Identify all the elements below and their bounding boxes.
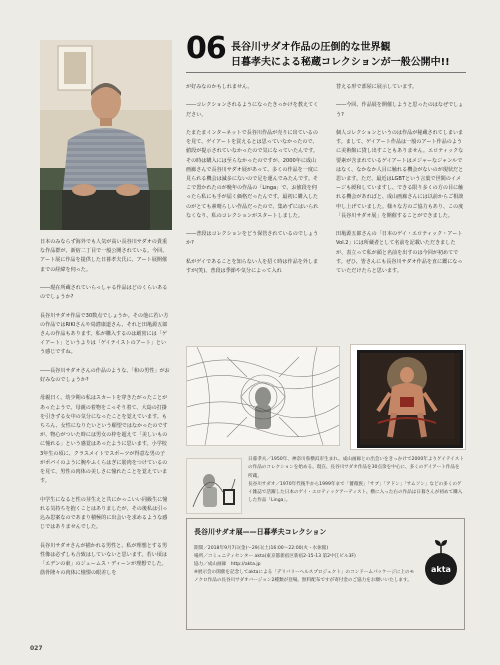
section-number: 06 xyxy=(186,31,226,66)
portrait-photo xyxy=(40,40,172,230)
intro-paragraph: 日本のみならず海外でも人気が高い長谷川サダオの貴重な作品群が、新宿二丁目で一般公開されている。今回、アート展に作品を提供した日暮孝夫氏に、アート展開催までの経緯を伺った。 xyxy=(40,239,168,273)
akta-logo: akta xyxy=(425,553,457,585)
question-paragraph: ――普段はコレクションをどう保管されているのでしょうか? xyxy=(186,231,319,247)
caption-profile-hasegawa: 長谷川サダオ／1970年代後半から1999年まで「薔薇族」「サブ」「アドン」「サムソン」などの多くのゲイ雑誌で活躍した日本のゲイ・エロティックアーティスト。横に入った右の作品は日暮さんが初めて購入した作品「Linga」。 xyxy=(248,481,463,504)
right-text-column xyxy=(336,83,464,285)
painting-frame xyxy=(357,350,463,448)
framed-painting-image xyxy=(350,344,466,450)
answer-paragraph: 替える形で部屋に展示しています。 xyxy=(336,84,418,90)
answer-paragraph: 母親曰く、幼少期の私はスカートを穿きたがったことがあったようで、母親の着物をこっそり着て、大島の打掛を引きずる女中の気分になったことを覚えています。もちろん、女性になりたいという願望ではなかったのですが、物心がついた時には男女の枠を超えて「美しいものに憧れる」という感覚はあったように思います。小学校3年生の頃に、クラスメイトでスポーツが得意な男の子がポパイのように腕やふくらはぎに筋肉をつけているのを見て、男性の肉体の美しさに憧れたことを覚えています。 xyxy=(40,395,168,485)
answer-paragraph: 長谷川サダオ作品で30数点でしょうか。その他に若い方の作品ではRIKIさんや鳥潜康道さん、それと田亀源五郎さんの作品もあります。私が購入するのは厳密には「ゲイアート」というよりは「ゲイテイストのアート」という感じですね。 xyxy=(40,312,169,356)
answer-paragraph: 田亀源五郎さんの「日本のゲイ・エロティック・アート Vol.2」には所蔵者として名前を記載いただきましたが、表立って私が顔と名前を出すのは今回が初めてです。ぜひ、皆さんにも長谷川サダオ作品を直に鑑になっていただけたらと思います。 xyxy=(336,231,463,275)
monochrome-artwork-image xyxy=(186,346,340,446)
answer-paragraph: 長谷川サダオさんが描かれる男性と、私が理想とする男性像は必ずしも合致はしていないと思います。若い頃は「エデンの東」のジェームス・ディーンが理想でした。筋骨隆々の肉体に憧憬の眼差しを xyxy=(40,542,168,577)
exhibition-title: 長谷川サダオ展——日暮孝夫コレクション xyxy=(194,528,327,536)
section-title: 長谷川サダオ作品の圧倒的な世界観 xyxy=(231,42,391,53)
question-paragraph: ――今回、作品展を開催しようと思ったのはなぜでしょう? xyxy=(336,102,464,118)
answer-paragraph: が好みなのかもしれません。 xyxy=(186,84,253,90)
exhibition-note: ※展示会の開催を記念してaktaによる「デリバリーヘルスプロジェクト」のコンドームパッケージに上のモノクロ作品の長谷川サダオバージョン2種類が登場。無料配布ですが寄付金のご協力をお願いいたします。 xyxy=(194,569,415,583)
section-subtitle: 日暮孝夫による秘蔵コレクションが一般公開中!! xyxy=(231,57,450,68)
answer-paragraph: 私がゲイであることを知らない人を招く時は作品を外しますが(笑)、普段は季節や気分によって入れ xyxy=(186,258,319,274)
question-paragraph: ――長谷川サダオさんの作品のような、「和の男性」がお好みなのでしょうか? xyxy=(40,367,170,383)
question-paragraph: ――現在所蔵されていらっしゃる作品はどのくらいあるのでしょうか? xyxy=(40,285,168,301)
sprout-icon xyxy=(434,538,448,554)
question-paragraph: ――コレクションされるようになったきっかけを教えてください。 xyxy=(186,102,319,118)
exhibition-period: 期間／2018年9月7日(金)～29日(土)16:00～22:00(火・水休館) xyxy=(194,546,329,551)
answer-paragraph: 中学生になると性の芽生えと共にかっこいい同級生に憧れる気持ちを抱くことはありましたが、その後私は引っ込み思案なのであまり積極的に出会いを求めるような感じではありませんでした。 xyxy=(40,496,168,531)
caption-profile-hagure: 日暮孝夫／1950年、神奈川県横浜市生まれ。成山画廊との出会いをきっかけで2000年よりゲイテイストの作品のコレクションを始める。現在、長谷川サダオ作品を30点余を中心に、多くのゲイアート作品を所蔵。 xyxy=(248,457,464,479)
page-number: 027 xyxy=(30,645,43,652)
exhibition-cooperation: 協力／成山画廊 http://akta.jp xyxy=(194,561,261,567)
artwork-thumbnail xyxy=(186,458,242,514)
exhibition-venue: 場所／コミュニティセンター akta(東京都新宿区新宿2-15-13 第2中江ビル3F) xyxy=(194,553,356,559)
answer-paragraph: 個人コレクションというのは作品が秘蔵されてしまいます。まして、ゲイアート作品は一般のアート作品のように美術館に貸し出すこともありません。エロティックな要素が含まれているゲイアートはメジャーなジャンルではなく、なかなか人目に触れる機会がないのが現状だと思います。ただ、最近はLGBTという言葉で世間のイメージも緩和していますし、できる限り多くの方の目に触れる機会があればと、成山画廊さんには以前からご相談申し上げていました。様々な方のご協力もあり、この度「長谷川サダオ展」を開催することができました。 xyxy=(336,129,464,219)
header-divider xyxy=(186,72,466,73)
answer-paragraph: たまたまインターネットで長谷川作品が売りに出ているのを見て、ゲイアートを買えるとは思っていなかったので、値段が提示されていなかったので気になっていたんです。その時は購入には至らなかったのですが、2000年に成山画廊さんで長谷川サダオ展があって、多くの作品を一度に見られる機会は滅多にないので足を運んでみたんです。そこで置かれたのが晩年の作品の「Linga」で、お値段を伺ったら私にも手が届く価格だったんです。最初に購入したのがとても素晴らしい作品だったので、集めずにはいられなくなり、私のコレクションがスタートしました。 xyxy=(186,129,319,219)
image-caption xyxy=(248,456,464,506)
middle-text-column xyxy=(186,83,320,285)
exhibition-details xyxy=(194,545,416,585)
left-text-column xyxy=(40,238,170,588)
